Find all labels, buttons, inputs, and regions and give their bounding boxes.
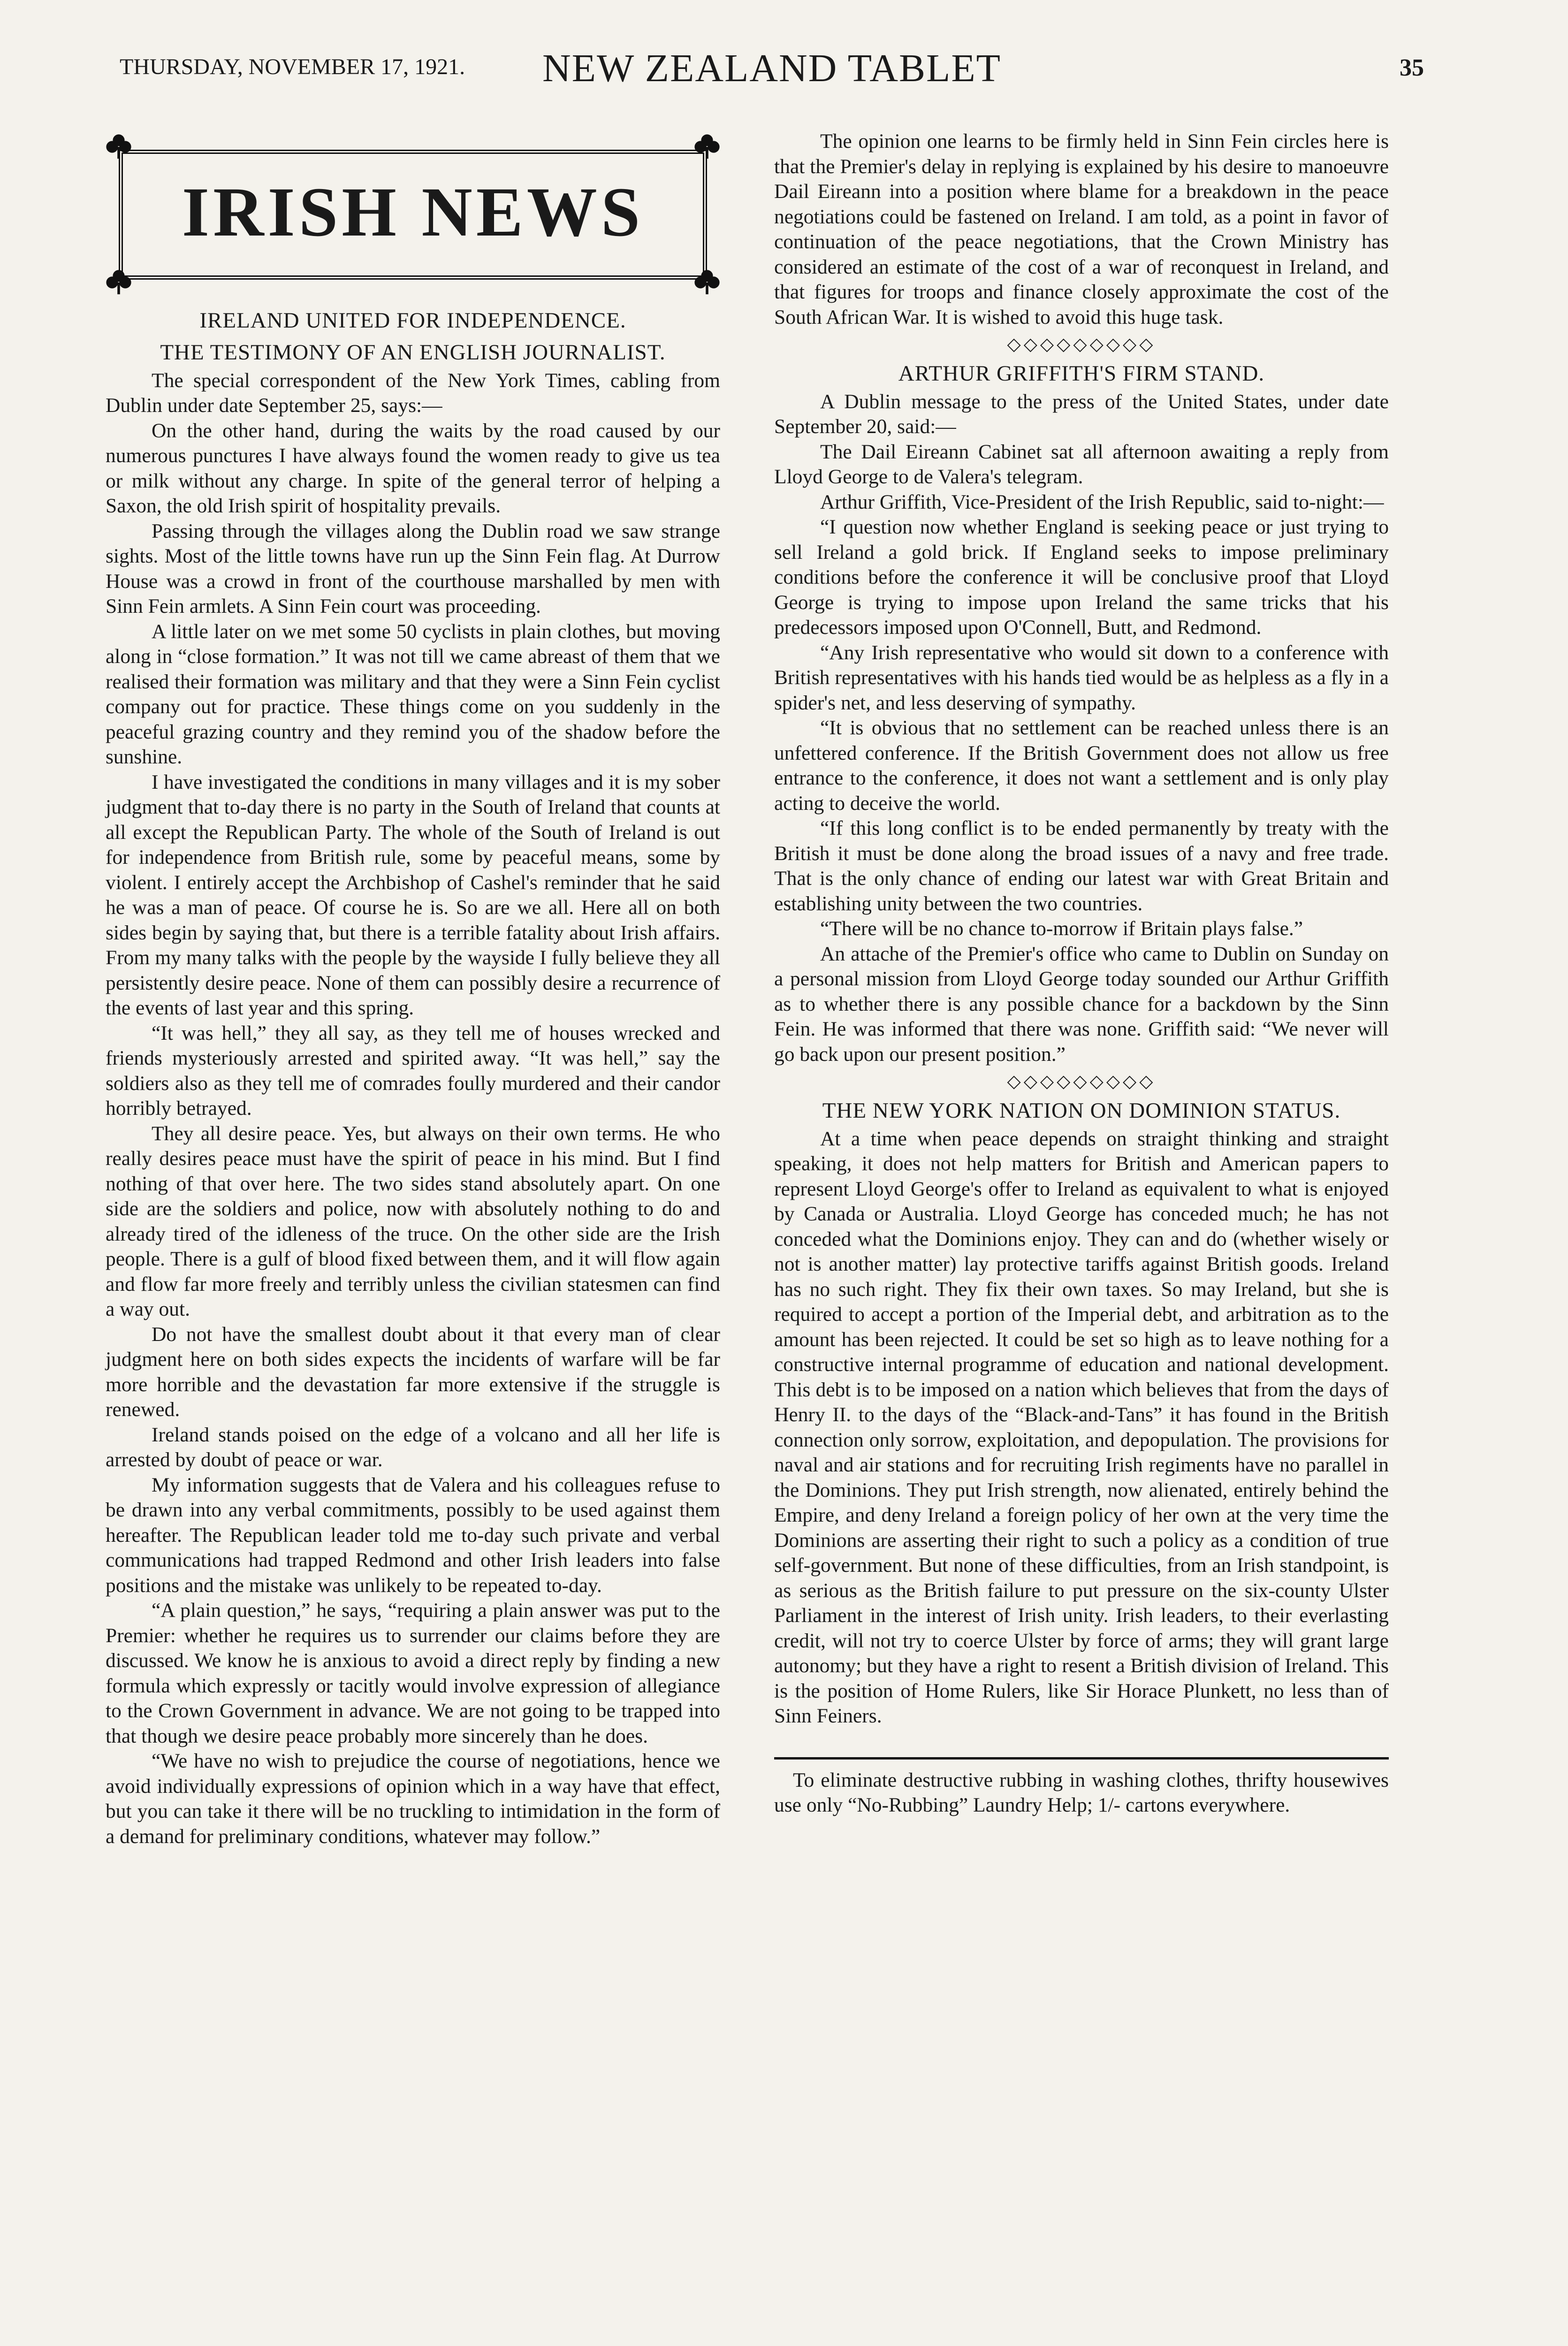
advertisement-text: To eliminate destructive rubbing in washing clothes, thrifty housewives use only “No-Rubbing” Laundry Help; 1/- cartons everywhere. bbox=[774, 1768, 1389, 1817]
article-headline: IRELAND UNITED FOR INDEPENDENCE. bbox=[199, 308, 626, 333]
ornament-divider: ◇◇◇◇◇◇◇◇◇ bbox=[1007, 1072, 1156, 1092]
publication-title: NEW ZEALAND TABLET bbox=[542, 46, 1001, 90]
page-header bbox=[120, 46, 1424, 110]
article-paragraph: A little later on we met some 50 cyclists in plain clothes, but moving along in “close formation.” It was not till we came abreast of them that we realised their formation was military and that they were a Sinn Fein cyclist company out for practice. These things come on you suddenly in the peaceful grazing country and they remind you of the shadow before the sunshine. bbox=[106, 620, 720, 769]
shamrock-icon bbox=[694, 269, 720, 296]
shamrock-icon bbox=[106, 134, 132, 160]
article-paragraph: Ireland stands poised on the edge of a volcano and all her life is arrested by doubt of peace or war. bbox=[106, 1423, 720, 1471]
article-paragraph: The opinion one learns to be firmly held in Sinn Fein circles here is that the Premier's delay in replying is explained by his desire to manoeuvre Dail Eireann into a position where blame for a breakdown in the peace negotiations could be fastened on Ireland. I am told, as a point in favor of continuation of the peace negotiations, that the Crown Ministry has considered an estimate of the cost of a war of reconquest in Ireland, and that figures for troops and finance closely approximate the cost of the South African War. It is wished to avoid this huge task. bbox=[774, 130, 1389, 328]
article-paragraph: “Any Irish representative who would sit down to a conference with British representatives with his hands tied would be as helpless as a fly in a spider's net, and less deserving of sympathy. bbox=[774, 641, 1389, 714]
article-paragraph: My information suggests that de Valera and his colleagues refuse to be drawn into any verbal commitments, possibly to be used against them hereafter. The Republican leader told me to-day such private and verbal communications had trapped Redmond and other Irish leaders into false positions and the mistake was unlikely to be repeated to-day. bbox=[106, 1473, 720, 1597]
right-column bbox=[774, 129, 1389, 1818]
article-paragraph: Passing through the villages along the Dublin road we saw strange sights. Most of the little towns have run up the Sinn Fein flag. At Durrow House was a crowd in front of the courthouse marshalled by men with Sinn Fein armlets. A Sinn Fein court was proceeding. bbox=[106, 519, 720, 618]
article-paragraph: “There will be no chance to-morrow if Britain plays false.” bbox=[820, 917, 1303, 940]
article-headline: THE NEW YORK NATION ON DOMINION STATUS. bbox=[822, 1098, 1341, 1123]
article-subheadline: THE TESTIMONY OF AN ENGLISH JOURNALIST. bbox=[160, 340, 666, 365]
ornament-divider: ◇◇◇◇◇◇◇◇◇ bbox=[1007, 335, 1156, 354]
article-paragraph: “It is obvious that no settlement can be reached unless there is an unfettered conference. If the British Government does not allow us free entrance to the conference, it does not want a settlement and is only play acting to deceive the world. bbox=[774, 716, 1389, 815]
article-paragraph: “I question now whether England is seeking peace or just trying to sell Ireland a gold brick. If England seeks to impose preliminary conditions before the conference it will be conclusive proof that Lloyd George is trying to impose upon Ireland the same tricks that his predecessors imposed upon O'Connell, Butt, and Redmond. bbox=[774, 516, 1389, 639]
page-number: 35 bbox=[1400, 54, 1424, 81]
article-paragraph: I have investigated the conditions in many villages and it is my sober judgment that to-day there is no party in the South of Ireland that counts at all except the Republican Party. The whole of the South of Ireland is out for independence from British rule, some by peaceful means, some by violent. I entirely accept the Archbishop of Cashel's reminder that he said he was a man of peace. Of course he is. So are we all. Here all on both sides begin by saying that, but there is a terrible fatality about Irish affairs. From my many talks with the people by the wayside I fully believe they all persistently desire peace. None of them can possibly desire a recurrence of the events of last year and this spring. bbox=[106, 770, 720, 1020]
shamrock-icon bbox=[106, 269, 132, 296]
section-banner bbox=[106, 129, 720, 300]
shamrock-icon bbox=[694, 134, 720, 160]
laundry-advertisement bbox=[774, 1757, 1389, 1818]
article-paragraph: “We have no wish to prejudice the course of negotiations, hence we avoid individually expressions of opinion which in a way have that effect, but you can take it there will be no truckling to intimidation in the form of a demand for preliminary conditions, whatever may follow.” bbox=[106, 1750, 720, 1848]
issue-date: THURSDAY, NOVEMBER 17, 1921. bbox=[120, 54, 465, 79]
article-paragraph: The Dail Eireann Cabinet sat all afternoon awaiting a reply from Lloyd George to de Valera's telegram. bbox=[774, 440, 1389, 488]
article-paragraph: “If this long conflict is to be ended permanently by treaty with the British it must be done along the broad issues of a navy and free trade. That is the only chance of ending our latest war with Great Britain and establishing unity between the two countries. bbox=[774, 817, 1389, 915]
article-paragraph: “A plain question,” he says, “requiring a plain answer was put to the Premier: whether he requires us to surrender our claims before they are discussed. We know he is anxious to avoid a direct reply by finding a new formula which expressly or tacitly would involve expression of allegiance to the Crown Government in advance. We are not going to be trapped into that though we desire peace probably more sincerely than he does. bbox=[106, 1599, 720, 1747]
article-paragraph: On the other hand, during the waits by the road caused by our numerous punctures I have always found the women ready to give us tea or milk without any charge. In spite of the general terror of helping a Saxon, the old Irish spirit of hospitality prevails. bbox=[106, 419, 720, 518]
article-paragraph: They all desire peace. Yes, but always on their own terms. He who really desires peace must have the spirit of peace in his mind. But I find nothing of that over here. The two sides stand absolutely apart. On one side are the soldiers and police, now with absolutely nothing to do and already tired of the idleness of the truce. On the other side are the Irish people. There is a gulf of blood fixed between them, and it will flow again and flow far more freely and terribly unless the civilian statesmen can find a way out. bbox=[106, 1122, 720, 1321]
section-title: IRISH NEWS bbox=[182, 173, 644, 251]
article-paragraph: “It was hell,” they all say, as they tell me of houses wrecked and friends mysteriously arrested and spirited away. “It was hell,” say the soldiers also as they tell me of comrades foully murdered and their candor horribly betrayed. bbox=[106, 1021, 720, 1120]
article-paragraph: An attache of the Premier's office who came to Dublin on Sunday on a personal mission from Lloyd George today sounded our Arthur Griffith as to whether there is any possible chance for a backdown by the Sinn Fein. He was informed that there was none. Griffith said: “We never will go back upon our present position.” bbox=[774, 942, 1389, 1066]
article-paragraph: The special correspondent of the New York Times, cabling from Dublin under date September 25, says:— bbox=[106, 369, 720, 417]
article-paragraph: At a time when peace depends on straight thinking and straight speaking, it does not help matters for British and American papers to represent Lloyd George's offer to Ireland as equivalent to what is enjoyed by Canada or Australia. Lloyd George has conceded much; he has not conceded what the Dominions enjoy. They can and do (whether wisely or not is another matter) lay protective tariffs against British goods. Ireland has no such right. They fix their own taxes. So may Ireland, but she is required to accept a portion of the Imperial debt, and arbitration as to the amount has been rejected. It could be set so high as to leave nothing for a constructive internal programme of education and national development. This debt is to be imposed on a nation which believes that from the days of Henry II. to the days of the “Black-and-Tans” it has found in the British connection only sorrow, exploitation, and depopulation. The provisions for naval and air stations and for recruiting Irish regiments have no parallel in the Dominions. They put Irish strength, now alienated, entirely behind the Empire, and deny Ireland a foreign policy of her own at the very time the Dominions are asserting their right to such a policy as a condition of true self-government. But none of these difficulties, from an Irish standpoint, is as serious as the British failure to put pressure on the six-county Ulster Parliament in the interest of Irish unity. Irish leaders, to their everlasting credit, will not try to coerce Ulster by force of arms; they will grant large autonomy; but they have a right to resent a British division of Ireland. This is the position of Home Rulers, like Sir Horace Plunkett, no less than of Sinn Feiners. bbox=[774, 1127, 1389, 1728]
article-paragraph: A Dublin message to the press of the United States, under date September 20, said:— bbox=[774, 390, 1389, 438]
article-paragraph: Do not have the smallest doubt about it that every man of clear judgment here on both sides expects the incidents of warfare will be far more horrible and the devastation far more extensive if the struggle is renewed. bbox=[106, 1323, 720, 1421]
article-paragraph: Arthur Griffith, Vice-President of the Irish Republic, said to-night:— bbox=[820, 490, 1384, 513]
article-headline: ARTHUR GRIFFITH'S FIRM STAND. bbox=[898, 361, 1265, 386]
left-column bbox=[106, 129, 720, 1849]
